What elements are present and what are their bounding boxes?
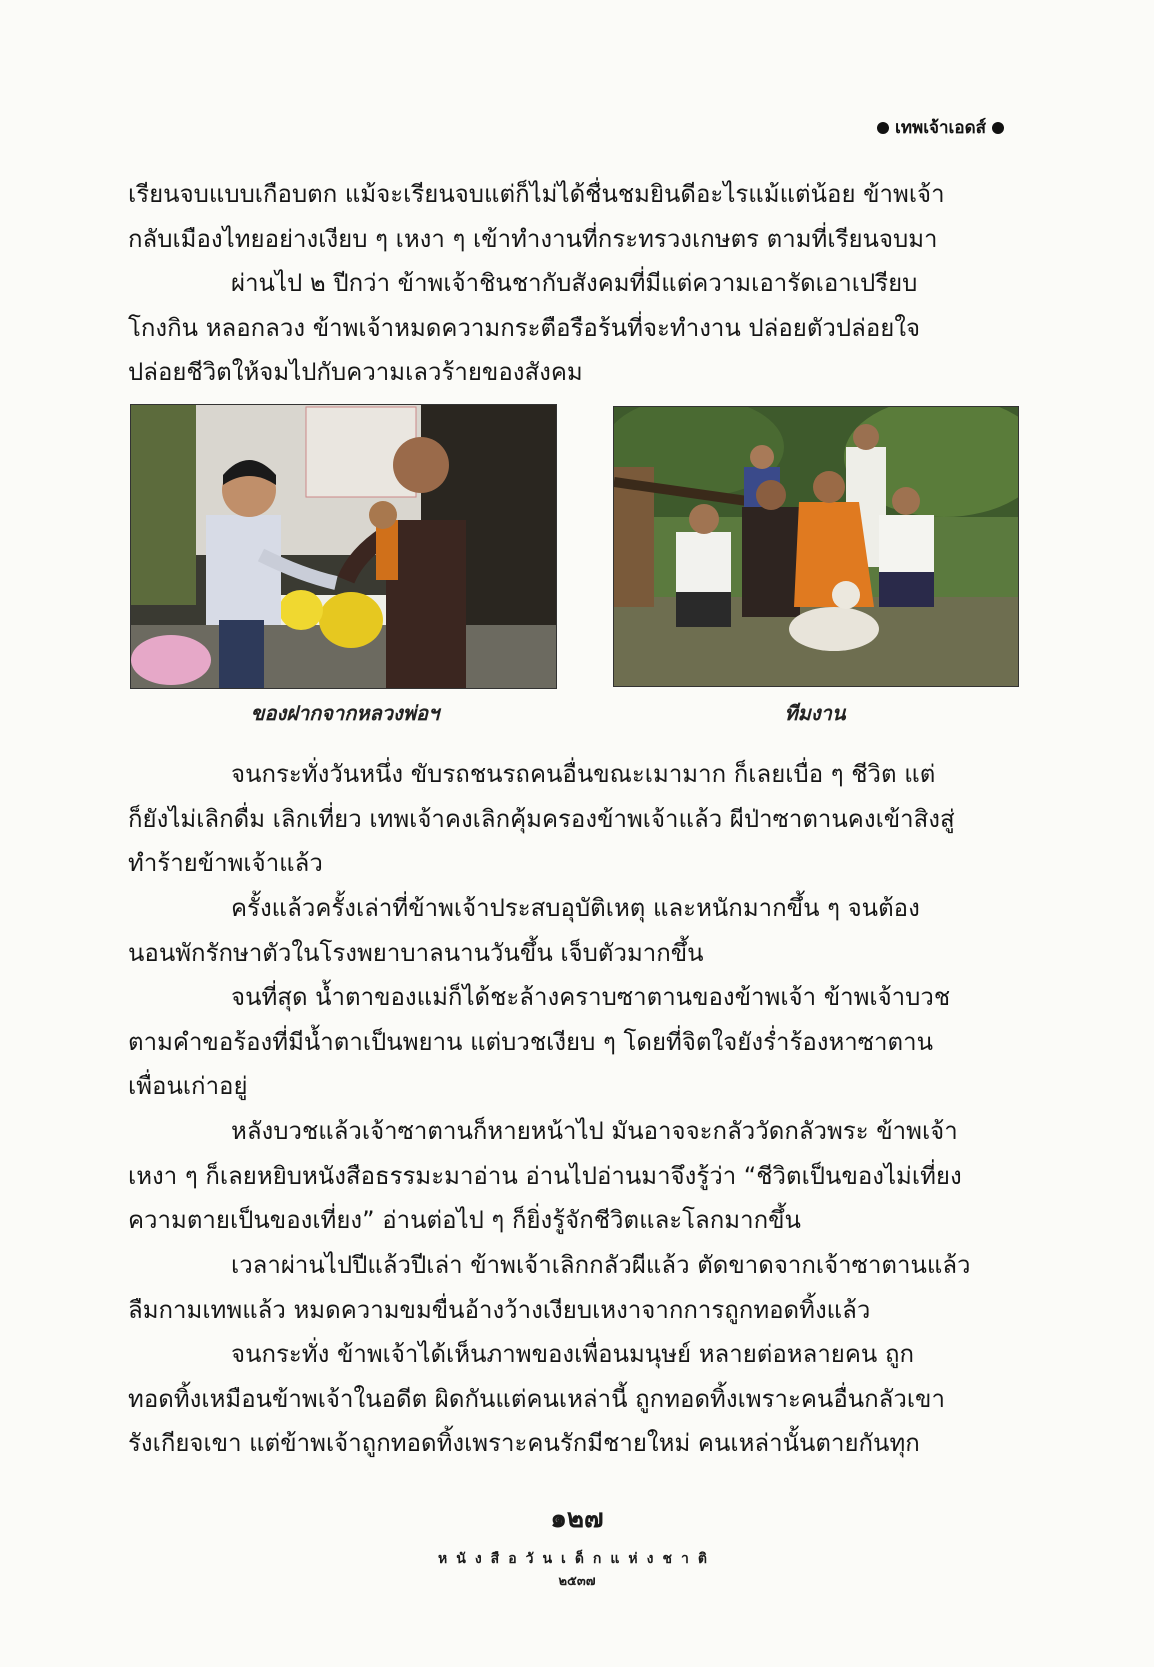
- bullet-icon: [877, 122, 889, 134]
- footer-year: ๒๕๓๗: [558, 1574, 596, 1589]
- text-line: ตามคำขอร้องที่มีน้ำตาเป็นพยาน แต่บวชเงียบ ๆ โดยที่จิตใจยังร่ำร้องหาซาตาน: [128, 1027, 933, 1056]
- text-line: เพื่อนเก่าอยู่: [128, 1072, 248, 1100]
- photo-caption: ทีมงาน: [784, 701, 846, 725]
- text-line: รังเกียจเขา แต่ข้าพเจ้าถูกทอดทิ้งเพราะคนรักมีชายใหม่ คนเหล่านั้นตายกันทุก: [128, 1429, 920, 1457]
- text-line: ทอดทิ้งเหมือนข้าพเจ้าในอดีต ผิดกันแต่คนเหล่านี้ ถูกทอดทิ้งเพราะคนอื่นกลัวเขา: [128, 1384, 945, 1413]
- paragraph-3: [128, 752, 1018, 886]
- text-line: กลับเมืองไทยอย่างเงียบ ๆ เหงา ๆ เข้าทำงานที่กระทรวงเกษตร ตามที่เรียนจบมา: [128, 224, 938, 253]
- paragraph-8: [128, 1332, 1018, 1466]
- text-line: เหงา ๆ ก็เลยหยิบหนังสือธรรมะมาอ่าน อ่านไปอ่านมาจึงรู้ว่า “ชีวิตเป็นของไม่เที่ยง: [128, 1161, 962, 1190]
- page-number: ๑๒๗: [550, 1504, 604, 1534]
- photo-team: [613, 406, 1019, 687]
- text-line: โกงกิน หลอกลวง ข้าพเจ้าหมดความกระตือรือร้นที่จะทำงาน ปล่อยตัวปล่อยใจ: [128, 313, 921, 342]
- text-line: ก็ยังไม่เลิกดื่ม เลิกเที่ยว เทพเจ้าคงเลิกคุ้มครองข้าพเจ้าแล้ว ผีป่าซาตานคงเข้าสิงสู่: [128, 804, 955, 833]
- header-title: เทพเจ้าเอดส์: [895, 118, 986, 138]
- running-header: [877, 114, 1004, 141]
- text-line: จนที่สุด น้ำตาของแม่ก็ได้ชะล้างคราบซาตานของข้าพเจ้า ข้าพเจ้าบวช: [231, 983, 951, 1011]
- text-line: ความตายเป็นของเที่ยง” อ่านต่อไป ๆ ก็ยิ่งรู้จักชีวิตและโลกมากขึ้น: [128, 1206, 801, 1234]
- text-line: จนกระทั่ง ข้าพเจ้าได้เห็นภาพของเพื่อนมนุษย์ หลายต่อหลายคน ถูก: [231, 1340, 915, 1368]
- text-line: หลังบวชแล้วเจ้าซาตานก็หายหน้าไป มันอาจจะกลัววัดกลัวพระ ข้าพเจ้า: [231, 1117, 958, 1145]
- photo-caption: ของฝากจากหลวงพ่อฯ: [250, 701, 440, 725]
- text-line: จนกระทั่งวันหนึ่ง ขับรถชนรถคนอื่นขณะเมามาก ก็เลยเบื่อ ๆ ชีวิต แต่: [231, 760, 936, 788]
- text-line: ลืมกามเทพแล้ว หมดความขมขื่นอ้างว้างเงียบเหงาจากการถูกทอดทิ้งแล้ว: [128, 1295, 871, 1324]
- photo-illustration: [614, 407, 1018, 686]
- photo-gift-from-monk: [130, 404, 557, 689]
- text-line: ครั้งแล้วครั้งเล่าที่ข้าพเจ้าประสบอุบัติเหตุ และหนักมากขึ้น ๆ จนต้อง: [231, 894, 920, 922]
- footer-book-title: หนังสือวันเด็กแห่งชาติ: [438, 1551, 716, 1567]
- paragraph-7: [128, 1243, 1018, 1332]
- text-line: เรียนจบแบบเกือบตก แม้จะเรียนจบแต่ก็ไม่ได้ชื่นชมยินดีอะไรแม้แต่น้อย ข้าพเจ้า: [128, 180, 945, 208]
- text-line: ผ่านไป ๒ ปีกว่า ข้าพเจ้าชินชากับสังคมที่มีแต่ความเอารัดเอาเปรียบ: [231, 269, 918, 297]
- text-line: นอนพักรักษาตัวในโรงพยาบาลนานวันขึ้น เจ็บตัวมากขึ้น: [128, 938, 704, 967]
- photo-illustration: [131, 405, 556, 688]
- text-line: ทำร้ายข้าพเจ้าแล้ว: [128, 849, 323, 877]
- paragraph-4: [128, 886, 1018, 975]
- paragraph-5: [128, 975, 1018, 1109]
- paragraph-1: [128, 172, 1018, 261]
- text-line: ปล่อยชีวิตให้จมไปกับความเลวร้ายของสังคม: [128, 358, 583, 386]
- paragraph-2: [128, 261, 1018, 395]
- paragraph-6: [128, 1109, 1018, 1243]
- bullet-icon: [992, 122, 1004, 134]
- text-line: เวลาผ่านไปปีแล้วปีเล่า ข้าพเจ้าเลิกกลัวผีแล้ว ตัดขาดจากเจ้าซาตานแล้ว: [231, 1251, 971, 1279]
